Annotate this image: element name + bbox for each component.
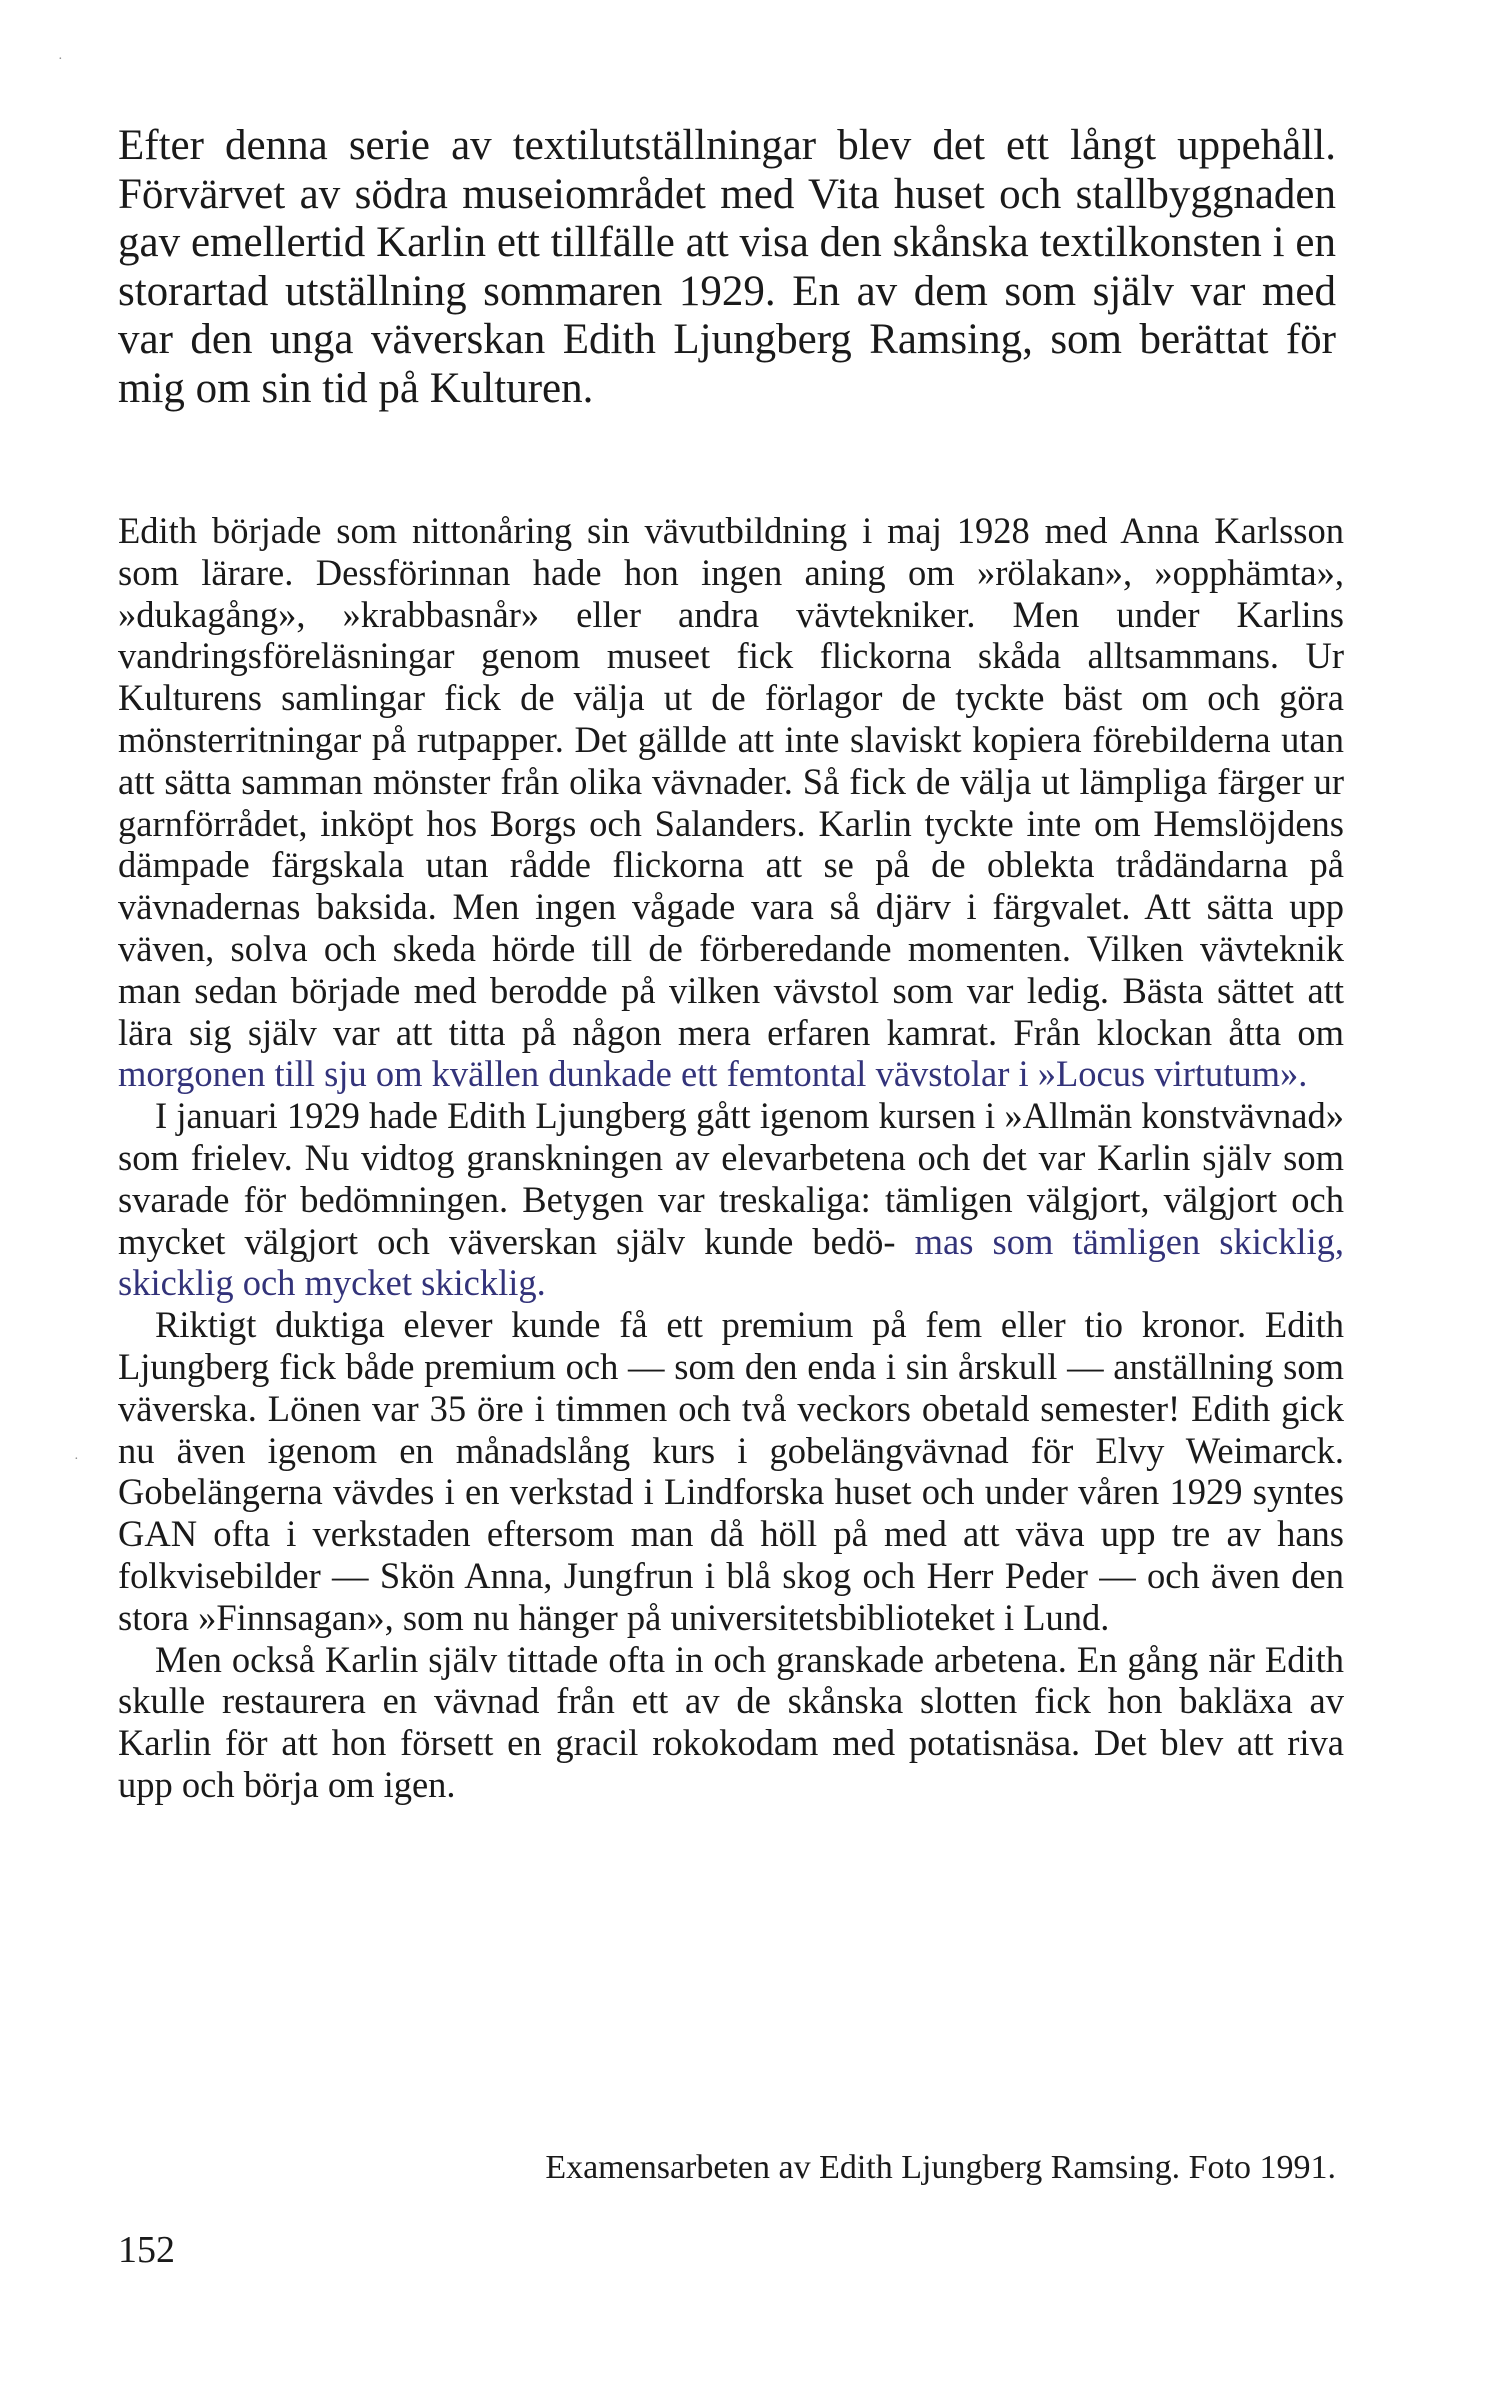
paragraph-3: Riktigt duktiga elever kunde få ett premium på fem eller tio kronor. Edith Ljungberg fick både premium och — som den enda i sin årskull — anställning som väverska. Lönen var 35 öre i timmen och två veckors obetald semester! Edith gick nu även igenom en månadslång kurs i gobelängvävnad för Elvy Weimarck. Gobelängerna vävdes i en verkstad i Lindforska huset och under våren 1929 syntes GAN ofta i verkstaden eftersom man då höll på med att väva upp tre av hans folkvisebilder — Skön Anna, Jungfrun i blå skog och Herr Peder — och även den stora »Finnsagan», som nu hänger på universitetsbiblioteket i Lund. <box>118 1304 1344 1638</box>
photo-caption: Examensarbeten av Edith Ljungberg Ramsing. Foto 1991. <box>545 2149 1336 2186</box>
paragraph-4: Men också Karlin själv tittade ofta in och granskade arbetena. En gång när Edith skulle restaurera en vävnad från ett av de skånska slotten fick hon bakläxa av Karlin för att hon försett en gracil rokokodam med potatisnäsa. Det blev att riva upp och börja om igen. <box>118 1638 1344 1805</box>
scan-speck: · <box>74 1452 79 1467</box>
scan-speck: · <box>58 52 63 67</box>
page-number: 152 <box>118 2229 175 2271</box>
annotated-line-2: mas som tämligen skicklig, skicklig och mycket skicklig. <box>118 1220 1345 1304</box>
body-text <box>118 510 1344 1806</box>
paragraph-2 <box>118 1095 1344 1304</box>
paragraph-2-text: I januari 1929 hade Edith Ljungberg gått igenom kursen i »Allmän konstvävnad» som frielev. Nu vidtog granskningen av elevarbetena och det var Karlin själv som svarade för bedömningen. Betygen var treskaliga: tämligen välgjort, välgjort och mycket välgjort och väverskan själv kunde bedö- <box>118 1095 1344 1262</box>
paragraph-1 <box>118 510 1344 1095</box>
annotated-line-1: morgonen till sju om kvällen dunkade ett femtontal vävstolar i »Locus virtutum». <box>118 1053 1308 1095</box>
paragraph-1-text: Edith började som nittonåring sin vävutbildning i maj 1928 med Anna Karlsson som lärare. Dessförinnan hade hon ingen aning om »rölakan», »opphämta», »dukagång», »krabbasnår» eller andra vävtekniker. Men under Karlins vandringsföreläsningar genom museet fick flickorna skåda alltsammans. Ur Kulturens samlingar fick de välja ut de förlagor de tyckte bäst om och göra mönsterritningar på rutpapper. Det gällde att inte slaviskt kopiera förebilderna utan att sätta samman mönster från olika vävnader. Så fick de välja ut lämpliga färger ur garnförrådet, inköpt hos Borgs och Salanders. Karlin tyckte inte om Hemslöjdens dämpade färgskala utan rådde flickorna att se på de oblekta trådändarna på vävnadernas baksida. Men ingen vågade vara så djärv i färgvalet. Att sätta upp väven, solva och skeda hörde till de förberedande momenten. Vilken vävteknik man sedan började med berodde på vilken vävstol som var ledig. Bästa sättet att lära sig själv var att titta på någon mera erfaren kamrat. Från klockan åtta om <box>118 510 1344 1053</box>
intro-paragraph: Efter denna serie av textilutställningar blev det ett långt uppehåll. Förvärvet av södra museiområdet med Vita huset och stallbyggnaden gav emellertid Karlin ett tillfälle att visa den skånska textilkonsten i en storartad utställning sommaren 1929. En av dem som själv var med var den unga väverskan Edith Ljungberg Ramsing, som berättat för mig om sin tid på Kulturen. <box>118 122 1336 412</box>
